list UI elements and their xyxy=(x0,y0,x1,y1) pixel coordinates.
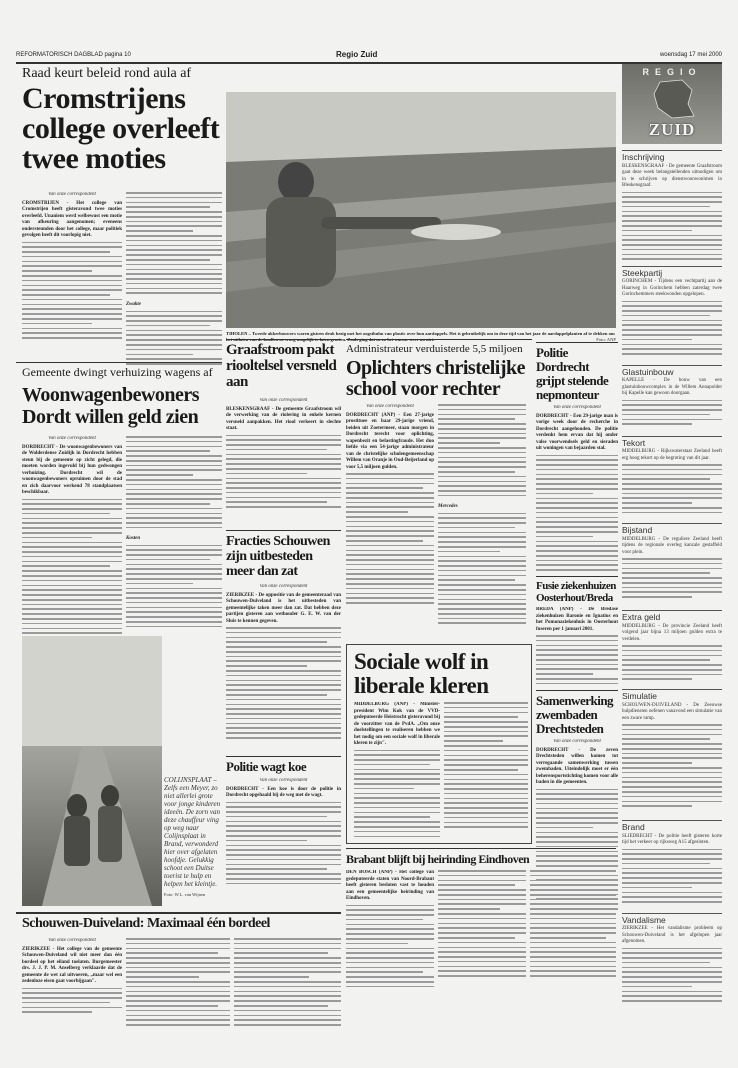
fracties-body-lines xyxy=(226,627,341,747)
woonwagen-body-lines-3 xyxy=(126,545,222,635)
graafstroom-headline: Graafstroom pakt riooltelsel versneld aan xyxy=(226,342,337,390)
woonwagen-kicker: Gemeente dwingt verhuizing wagens af xyxy=(22,365,213,379)
oplichters-subhead: Mercedes xyxy=(438,504,458,509)
colijnsplaat-credit: Foto: W.L. van Wijnen xyxy=(164,892,206,897)
sidebar-title: Vandalisme xyxy=(622,913,722,924)
fracties-body xyxy=(226,584,341,754)
lead-column-1 xyxy=(22,192,122,367)
sidebar-text: ZIERIKZEE - Het vandalisme probleem op Schouwen-Duiveland is het afgelopen jaar afgenomen. xyxy=(622,926,722,944)
lead-body-lines-2 xyxy=(126,192,222,300)
politie-dordrecht-intro: DORDRECHT - Een 29-jarige man is vorige week door de recherche in Dordrecht aangehouden. De politie verdenkt hem ervan dat hij onder valse voorwendsels geld en sieraden uit woningen van bejaarden stal. xyxy=(536,413,618,451)
sociale-column-1 xyxy=(354,702,440,840)
samenwerking-byline: Van onze correspondent xyxy=(553,739,601,744)
page-header xyxy=(16,50,722,62)
politie-dordrecht-article xyxy=(536,342,618,572)
sidebar-item-0 xyxy=(622,150,722,262)
header-date: woensdag 17 mei 2000 xyxy=(659,52,722,58)
lead-kicker: Raad keurt beleid rond aula af xyxy=(22,66,192,81)
sidebar-item-1 xyxy=(622,266,722,361)
schouwen-headline: Schouwen-Duiveland: Maximaal één bordeel xyxy=(22,916,270,931)
brabant-column-2 xyxy=(438,870,526,990)
sidebar-title: Extra geld xyxy=(622,610,722,621)
divider xyxy=(226,756,341,757)
body-lines xyxy=(536,455,618,573)
divider xyxy=(346,339,532,340)
sidebar-text: GORINCHEM - Tijdens een vechtpartij aan de Haarweg in Gorinchem hebben zaterdag twee Gorinchemmers steekwonden opgelopen. xyxy=(622,279,722,297)
woonwagen-column-2 xyxy=(126,436,222,636)
sidebar-lines xyxy=(622,645,722,685)
sociale-body-lines-2 xyxy=(444,702,528,838)
politie-wagt-body xyxy=(226,778,341,906)
sidebar-lines xyxy=(622,464,722,519)
lead-subhead: Zwakte xyxy=(126,302,141,307)
sidebar-text: SLIEDRECHT - De politie heeft gisteren korte tijd het verkeer op rijksweg A15 afgesloten. xyxy=(622,833,722,845)
sidebar-text: MIDDELBURG - Rijkswaterstaat Zeeland heeft erg hoog tekort op de begroting van dit jaar. xyxy=(622,449,722,461)
oplichters-kicker: Administrateur verduisterde 5,5 miljoen xyxy=(346,343,523,355)
sidebar-item-4 xyxy=(622,523,722,606)
oplichters-column-1 xyxy=(346,404,434,640)
body-lines xyxy=(536,635,618,686)
fracties-intro: ZIERIKZEE - De oppositie van de gemeenteraad van Schouwen-Duiveland is het uitbesteden van gemeentelijke taken meer dan zat. Dat hebben deze partijen gisteren aan wethouder G. E. W. van der Sluis te kennen gegeven. xyxy=(226,592,341,624)
schouwen-body-lines-3 xyxy=(234,938,341,1036)
sidebar-lines xyxy=(622,301,722,361)
walkers-image xyxy=(22,636,162,906)
sidebar-lines xyxy=(622,724,722,816)
divider xyxy=(16,912,341,914)
sidebar-text: MIDDELBURG - De reguliere Zeeland heeft tijdens de regionale overleg kanzale gestaffeld voor plein. xyxy=(622,536,722,555)
oplichters-body-lines-2 xyxy=(438,404,526,504)
lead-headline: Cromstrijens college overleeft twee moties xyxy=(22,82,220,175)
sociale-column-2 xyxy=(444,702,528,840)
divider xyxy=(226,530,341,531)
woonwagen-subhead: Kosten xyxy=(126,536,141,541)
schouwen-body-lines-2 xyxy=(126,938,230,1036)
politie-wagt-byline: Van onze correspondent xyxy=(259,778,308,783)
sidebar-lines xyxy=(622,948,722,1008)
sidebar-lines xyxy=(622,849,722,909)
schouwen-column-2 xyxy=(126,938,230,1038)
sociale-intro: MIDDELBURG (ANP) - Minister-president Wim Kok van de VVD-gedeputeerde Heistrocht gisteravond bij de voorzitter van de PvdA. „Om onze doelstellingen te realiseren hebben we het nodig om een sociale wolf in liberale kleren te zijn". xyxy=(354,702,440,746)
colijnsplaat-caption-text: COLIJNSPLAAT – Zelfs een Meyer, zo niet allerlei grote voor jonge kinderen ideeën. De zorn van deze chauffeur ving op weg naar Colijnsplaat in Brand, verwonderd hier over afgelaten hoofdje. Gelukkig schoot een Duitse toerist te hulp en helpen het kleintje. xyxy=(164,776,221,888)
sidebar-title: Simulatie xyxy=(622,689,722,700)
sociale-body-lines xyxy=(354,750,440,841)
sidebar-text: SCHOUWEN-DUIVELAND - De Zeeuwse hulpdiensten oefenen vanavond een simulatie van een zware ramp. xyxy=(622,702,722,721)
graafstroom-body-lines xyxy=(226,435,341,515)
sidebar-text: MIDDELBURG - De provincie Zeeland heeft volgend jaar bijna 13 miljoen gulden extra te verdelen. xyxy=(622,623,722,642)
oplichters-body-lines-3 xyxy=(438,513,526,633)
lead-body-lines xyxy=(22,242,122,342)
sidebar-lines xyxy=(622,558,722,606)
politie-dordrecht-headline: Politie Dordrecht grijpt stelende nepmonteur xyxy=(536,345,609,402)
header-rule xyxy=(16,62,722,64)
body-lines xyxy=(536,789,618,911)
sidebar-item-6 xyxy=(622,689,722,816)
schouwen-column-3 xyxy=(234,938,341,1038)
brabant-column-1 xyxy=(346,870,434,990)
header-section: Regio Zuid xyxy=(336,50,378,59)
field-worker-image xyxy=(226,92,616,328)
lead-photo-caption xyxy=(226,331,616,342)
photo-caption-text: TIHOLEN – Tweede akkerbouwers waren gistren druk bezig met het oogsthulm van plastic over hun aardappels. Het is gebruikelijk om in deze tijd van het jaar de aardappelplanten af te dekken om xyxy=(226,331,615,336)
regio-zuid-banner xyxy=(622,64,722,144)
fusie-article xyxy=(536,576,618,686)
fusie-headline: Fusie ziekenhuizen Oosterhout/Breda xyxy=(536,580,616,604)
samenwerking-intro: DORDRECHT - De zeven Drechtsteden willen komen tot verregaande samenwerking tussen zwembaden. Uiteindelijk moet er één beherensportstichting komen voor alle baden in die gemeenten. xyxy=(536,747,618,785)
brabant-body-lines xyxy=(346,905,434,991)
graafstroom-body xyxy=(226,398,341,530)
photo-credit: Foto: ANP xyxy=(596,336,616,342)
fusie-intro: BREDA (ANP) - De Bredase ziekenhuizen Baronie en Ignatius en het Pomonaziekenhuis in Oosterhout fuseren per 1 januari 2001. xyxy=(536,607,618,632)
oplichters-headline: Oplichters christelijke school voor rechter xyxy=(346,357,526,400)
schouwen-byline: Van onze correspondent xyxy=(48,938,96,943)
sociale-headline: Sociale wolf in liberale kleren xyxy=(354,649,489,698)
sidebar-text: BLESKENSGRAAF - De gemeente Graafstroom gaat deze week belangstellenden uitnodigen om in te schrijven op dienstwoonwonimen in Bleskensgraaf. xyxy=(622,163,722,188)
colijnsplaat-photo xyxy=(22,636,162,906)
lead-column-2 xyxy=(126,192,222,367)
woonwagen-column-1 xyxy=(22,436,122,636)
sidebar-title: Steekpartij xyxy=(622,266,722,277)
politie-wagt-body-lines xyxy=(226,802,341,892)
oplichters-column-2 xyxy=(438,404,526,640)
divider xyxy=(16,362,222,363)
woonwagen-intro: DORDRECHT - De woonwagenbewoners van de Wolderdense Zuidijk in Dordrecht hebben steun bij de gemeente op zicht gelegd, die moeten worden ingevuld bij hun gedwongen verhuizing. Dordrecht wil de woonwagenbewoners opruimen door de stad en zich daarvoor werkend 78 standplaatsen beschikbaar. xyxy=(22,444,122,495)
brabant-body-lines-2 xyxy=(438,870,526,988)
brabant-headline: Brabant blijft bij heirinding Eindhoven xyxy=(346,852,530,866)
sidebar-text: KAPELLE - De bouw van een glastuinbouwcomplex in de Willem Annapolder bij Kapelle kan gewoon doorgaan. xyxy=(622,378,722,396)
politie-wagt-intro: DORDRECHT - Een koe is door de politie in Dordrecht opgehaald bij de weg met de wagt. xyxy=(226,786,341,798)
sidebar-lines xyxy=(622,400,722,432)
sidebar-item-5 xyxy=(622,610,722,685)
lead-photo xyxy=(226,92,616,328)
sidebar-title: Bijstand xyxy=(622,523,722,534)
sidebar-title: Glastuinbouw xyxy=(622,365,722,376)
sidebar-title: Tekort xyxy=(622,436,722,447)
sidebar-item-8 xyxy=(622,913,722,1008)
politie-dordrecht-byline: Van onze correspondent xyxy=(553,405,601,410)
lead-intro: CROMSTRIJEN - Het college van Cromstrijen heeft gisteravond twee moties overleefd. Unaniem werd welbewust een motie van afkeuring aangenomen; eveneens ondersteunden door het college, maar politiek gevolgen heeft dit voorlopig niet. xyxy=(22,200,122,238)
header-left: REFORMATORISCH DAGBLAD pagina 10 xyxy=(16,52,131,58)
schouwen-intro: ZIERIKZEE - Het college van de gemeente Schouwen-Duiveland wil niet meer dan één bordeel op het eiland toelaten. Burgemeester drs. J. J. P. M. Anselberg verklaarde dat de gemeente de wet zal uitvoeren, „maar wel een zedenloze eisen gaat voorbijgaan". xyxy=(22,946,122,984)
news-sidebar xyxy=(622,146,722,1041)
politie-wagt-headline: Politie wagt koe xyxy=(226,759,307,774)
woonwagen-headline: Woonwagenbewoners Dordt willen geld zien xyxy=(22,384,200,428)
map-silhouette-icon xyxy=(652,78,697,120)
regio-banner-bottom: ZUID xyxy=(648,120,696,139)
woonwagen-byline: Van onze correspondent xyxy=(48,436,96,441)
regio-banner-top: REGIO xyxy=(642,67,702,77)
sidebar-item-2 xyxy=(622,365,722,432)
brabant-intro: DEN BOSCH (ANP) - Het college van gedeputeerde staten van Noord-Brabant heeft gisteren besloten vast te houden aan een gemeentelijke heirinding van Eindhoven. xyxy=(346,870,434,901)
sidebar-title: Brand xyxy=(622,820,722,831)
samenwerking-headline: Samenwerking zwembaden Drechtsteden xyxy=(536,693,614,736)
lead-byline: Van onze correspondent xyxy=(48,192,96,197)
oplichters-byline: Van onze correspondent xyxy=(366,404,414,409)
divider xyxy=(226,339,341,340)
fracties-headline: Fracties Schouwen zijn uitbesteden meer dan zat xyxy=(226,534,330,579)
graafstroom-byline: Van onze correspondent xyxy=(259,398,308,403)
oplichters-body-lines xyxy=(346,473,434,613)
lead-body-lines-3 xyxy=(126,311,222,368)
sidebar-item-3 xyxy=(622,436,722,520)
sidebar-title: Inschrijving xyxy=(622,150,722,161)
woonwagen-body-lines-2 xyxy=(126,436,222,536)
colijnsplaat-caption xyxy=(164,776,222,899)
graafstroom-intro: BLESKENSGRAAF - De gemeente Graafstroom wil de verwerking van de riolering in enkele kernen versneld aanpakken. Het riool verkeert in slechte staat. xyxy=(226,406,341,431)
samenwerking-article xyxy=(536,690,618,910)
sidebar-lines xyxy=(622,192,722,262)
oplichters-intro: DORDRECHT (ANP) - Een 27-jarige prostituee en haar 29-jarige vriend, beiden uit Zoetermeer, staan morgen in Dordrecht terecht voor oplichting, wapenbezit en belastingfraude. Het duo liefde via een 54-jarige administrateur van de christelijke scholengemeenschap Willem van Oranje in Oud-Beijerland op voor 5,5 miljoen gulden. xyxy=(346,412,434,470)
sidebar-item-7 xyxy=(622,820,722,909)
woonwagen-body-lines xyxy=(22,499,122,637)
fracties-byline: Van onze correspondent xyxy=(259,584,308,589)
schouwen-body-lines xyxy=(22,988,122,1018)
schouwen-column-1 xyxy=(22,938,122,1038)
